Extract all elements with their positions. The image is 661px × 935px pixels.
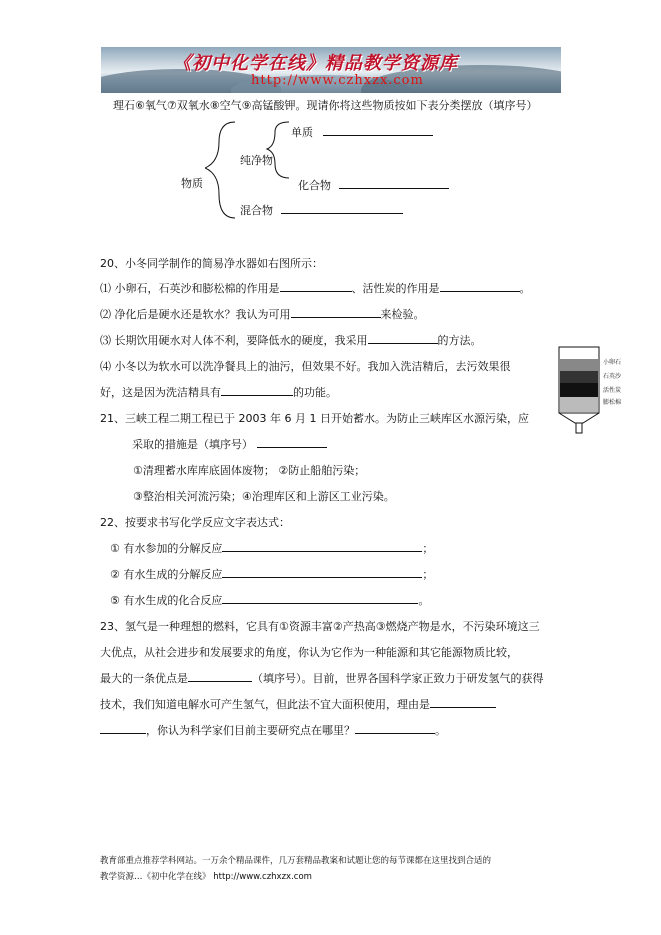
q22-item-2-text: ② 有水生成的分解反应 (110, 568, 223, 581)
q21-stem-cont (132, 436, 327, 452)
q22-item-2 (110, 566, 433, 582)
compound-blank[interactable] (339, 177, 449, 189)
q20-part4-text-a: 好，这是因为洗洁精具有 (100, 386, 221, 399)
root-label: 物质 (181, 177, 203, 190)
figure-label-cotton: 膨松棉 (603, 399, 622, 406)
q22-item-1-text: ① 有水参加的分解反应 (110, 542, 223, 555)
element-label: 单质 (291, 126, 313, 139)
quartz-sand-layer (560, 371, 598, 383)
q20-part2 (100, 306, 425, 322)
q20-blank-3[interactable] (291, 306, 381, 318)
q20-part1-text-a: ⑴ 小卵石，石英沙和膨松棉的作用是 (100, 282, 280, 295)
element-row (291, 124, 433, 140)
q23-line-5-text: ，你认为科学家们目前主要研究点在哪里？ (146, 724, 355, 737)
q20-part1-text-c: 。 (519, 282, 531, 295)
q23-line-5 (100, 722, 446, 738)
q23-line-2: 大优点，从社会进步和发展要求的角度，你认为它作为一种能源和其它能源物质比较， (100, 646, 518, 659)
banner-url: http://www.czhxzx.com (251, 73, 424, 88)
footer-text: 教学资源…《初中化学在线》 (100, 872, 211, 882)
q22-stem: 22、按要求书写化学反应文字表达式： (100, 516, 290, 529)
q20-blank-4[interactable] (368, 332, 438, 344)
q20-part2-text-a: ⑵ 净化后是硬水还是软水？我认为可用 (100, 308, 291, 321)
q20-part4-text-b: 的功能。 (293, 386, 337, 399)
q22-blank-3[interactable] (222, 592, 418, 604)
q23-line-3 (100, 670, 544, 686)
q20-stem: 20、小冬同学制作的简易净水器如右图所示： (100, 257, 323, 270)
q23-line-3-text-b: （填序号）。目前，世界各国科学家正致力于研发氢气的获得 (252, 672, 544, 685)
q20-blank-5[interactable] (221, 384, 293, 396)
q20-blank-2[interactable] (440, 280, 520, 292)
q22-item-1-end: ； (422, 542, 434, 555)
figure-label-pebble: 小卵石 (603, 359, 622, 366)
q20-part1-text-b: 、活性炭的作用是 (351, 282, 440, 295)
q22-item-1 (110, 540, 433, 556)
q20-part3-text-b: 的方法。 (437, 334, 482, 347)
pure-substance-label: 纯净物 (240, 154, 273, 167)
q21-stem: 21、三峡工程二期工程已于 2003 年 6 月 1 日开始蓄水。为防止三峡库区水源污染，应 (100, 412, 529, 425)
q21-blank[interactable] (257, 436, 327, 448)
q20-blank-1[interactable] (280, 280, 352, 292)
charcoal-layer (560, 383, 598, 397)
q22-item-3-end: 。 (418, 594, 430, 607)
q21-stem-cont-text: 采取的措施是（填序号） (132, 438, 253, 451)
q23-blank-1[interactable] (188, 670, 252, 682)
q23-blank-4[interactable] (355, 722, 435, 734)
element-blank[interactable] (323, 124, 433, 136)
q20-part2-text-b: 来检验。 (380, 308, 425, 321)
footer-line-1: 教育部重点推荐学科网站。一万余个精品课件，几万套精品教案和试题让您的每节课都在这里找到合适的 (100, 856, 492, 866)
compound-label: 化合物 (298, 179, 331, 192)
q23-blank-3[interactable] (100, 722, 146, 734)
q23-blank-2[interactable] (430, 696, 496, 708)
q20-part4-cont (100, 384, 337, 400)
mixture-label: 混合物 (240, 204, 273, 217)
figure-label-charcoal: 活性炭 (603, 387, 622, 394)
filter-diagram (555, 345, 605, 435)
q20-part3-text-a: ⑶ 长期饮用硬水对人体不利，要降低水的硬度，我采用 (100, 334, 368, 347)
q22-item-3 (110, 592, 429, 608)
header-banner (101, 47, 561, 93)
compound-row (298, 177, 449, 193)
q23-line-4-text: 技术，我们知道电解水可产生氢气，但此法不宜大面积使用，理由是 (100, 698, 430, 711)
mixture-row (240, 202, 403, 218)
q22-blank-2[interactable] (222, 566, 422, 578)
q22-item-3-text: ⑤ 有水生成的化合反应 (110, 594, 223, 607)
q23-line-4 (100, 696, 496, 712)
q21-options-2: ③整治相关河流污染；④治理库区和上游区工业污染。 (133, 490, 395, 503)
q23-line-1: 23、氢气是一种理想的燃料，它具有①资源丰富②产热高③燃烧产物是水，不污染环境这三 (100, 620, 540, 633)
water-filter-figure (555, 345, 655, 435)
q20-part1 (100, 280, 531, 296)
q19-intro: 理石⑥氧气⑦双氧水⑧空气⑨高锰酸钾。现请你将这些物质按如下表分类摆放（填序号） (113, 99, 538, 112)
mixture-blank[interactable] (281, 202, 403, 214)
pebble-layer (560, 359, 598, 371)
q23-line-5-end: 。 (435, 724, 446, 737)
footer-line-2 (100, 870, 312, 882)
q20-part4: ⑷ 小冬以为软水可以洗净餐具上的油污，但效果不好。我加入洗洁精后，去污效果很 (100, 360, 511, 373)
q21-options-1: ①清理蓄水库库底固体废物； ②防止船舶污染； (133, 464, 366, 477)
footer-link[interactable]: http://www.czhxzx.com (213, 872, 312, 882)
q23-line-3-text-a: 最大的一条优点是 (100, 672, 188, 685)
q22-item-2-end: ； (422, 568, 434, 581)
figure-label-sand: 石英沙 (603, 373, 622, 380)
cotton-layer (560, 397, 598, 412)
q20-part3 (100, 332, 482, 348)
q22-blank-1[interactable] (222, 540, 422, 552)
banner-title: 《初中化学在线》精品教学资源库 (173, 53, 458, 74)
